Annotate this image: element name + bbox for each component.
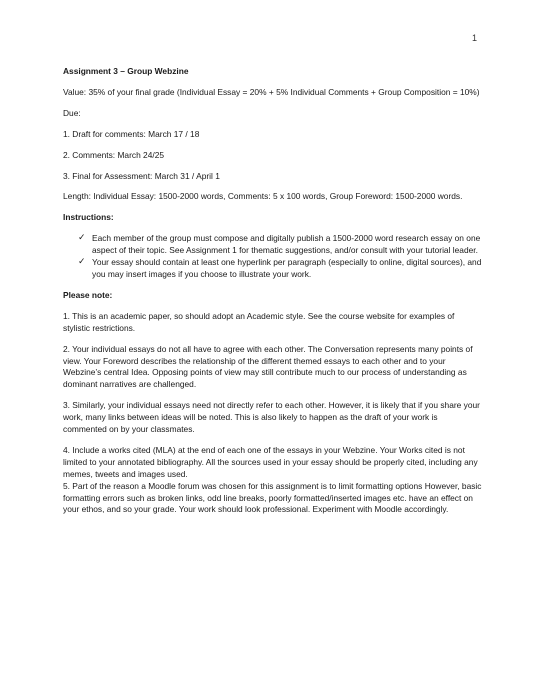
length-line: Length: Individual Essay: 1500-2000 words, Comments: 5 x 100 words, Group Foreword: 1500-2000 words. — [63, 191, 463, 202]
instructions-heading: Instructions: — [63, 212, 114, 223]
check-mark-icon: ✓ — [78, 233, 86, 244]
note-item-5: 5. Part of the reason a Moodle forum was chosen for this assignment is to limit formatting options However, basic formatting errors such as broken links, odd line breaks, poorly formatted/inserted images etc. have an effect on your ethos, and so your grade. Your work should look professional. Experiment with Moodle accordingly. — [63, 480, 482, 515]
note-item-4: 4. Include a works cited (MLA) at the end of each one of the essays in your Webzine. Your Works cited is not limited to your annotated bibliography. All the sources used in your essay should be properly cited, including any memes, tweets and images used. — [63, 444, 478, 479]
instruction-text: Each member of the group must compose and digitally publish a 1500-2000 word research essay on one aspect of their topic. See Assignment 1 for thematic suggestions, and/or consult with your tutorial leader. — [92, 233, 481, 256]
value-line: Value: 35% of your final grade (Individual Essay = 20% + 5% Individual Comments + Group Composition = 10%) — [63, 86, 480, 97]
due-item-comments: 2. Comments: March 24/25 — [63, 149, 165, 160]
instruction-item — [63, 233, 483, 257]
note-item-3: 3. Similarly, your individual essays need not directly refer to each other. However, it is likely that if you share your work, many links between ideas will be noted. This is also likely to happen as the draft of your work is commented on by your classmates. — [63, 400, 480, 435]
instruction-text: Your essay should contain at least one hyperlink per paragraph (especially to online, digital sources), and you may insert images if you choose to illustrate your work. — [92, 257, 482, 279]
due-label: Due: — [63, 107, 81, 118]
due-item-draft: 1. Draft for comments: March 17 / 18 — [63, 128, 200, 139]
check-mark-icon: ✓ — [78, 257, 86, 268]
note-item-1: 1. This is an academic paper, so should adopt an Academic style. See the course website for examples of stylistic restrictions. — [63, 310, 455, 333]
note-item-2: 2. Your individual essays do not all have to agree with each other. The Conversation represents many points of view. Your Foreword describes the relationship of the different themed essays to each other and to your Webzine’s central Idea. Opposing points of view may still contribute much to our process of understanding as dominant narratives are challenged. — [63, 343, 473, 390]
due-item-final: 3. Final for Assessment: March 31 / April 1 — [63, 170, 220, 181]
instructions-list — [63, 233, 483, 281]
page-number: 1 — [472, 33, 478, 43]
document-body — [63, 66, 483, 525]
instruction-item — [63, 257, 483, 281]
document-title: Assignment 3 – Group Webzine — [63, 66, 189, 76]
please-note-heading: Please note: — [63, 289, 113, 300]
